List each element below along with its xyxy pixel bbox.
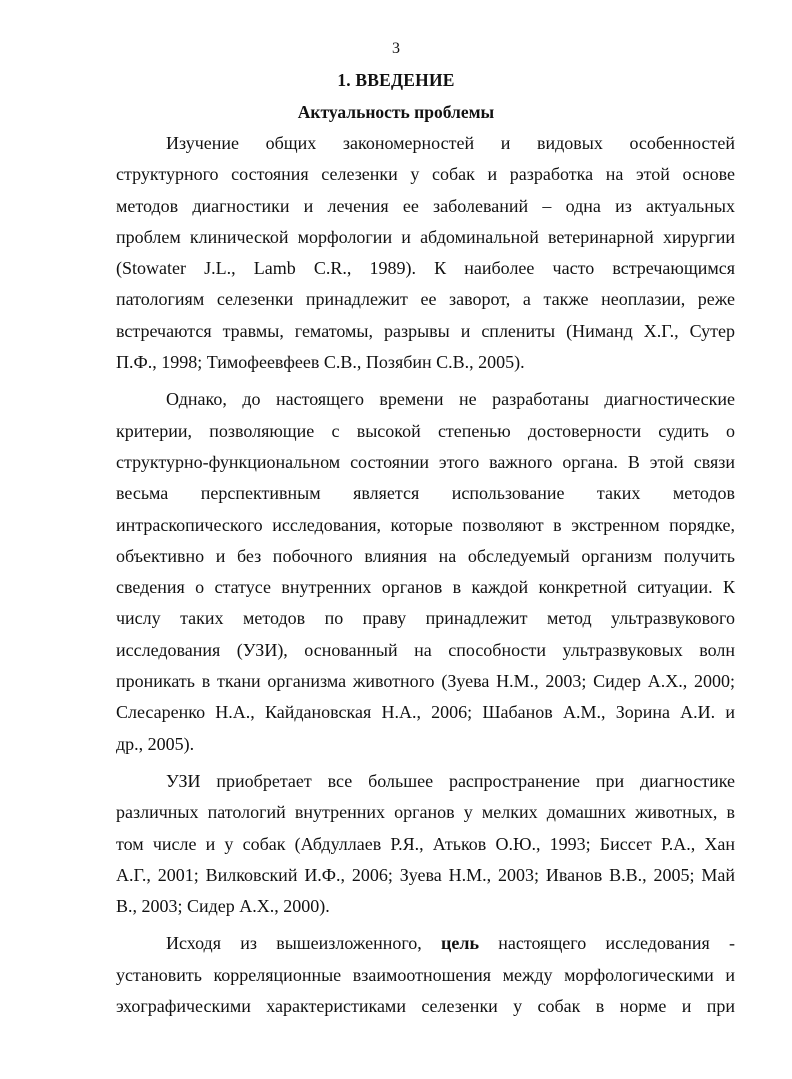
text-line: объективно и без побочного влияния на обследуемый организм получить bbox=[116, 545, 735, 566]
text-line: др., 2005). bbox=[116, 733, 195, 754]
paragraph-2 bbox=[116, 384, 735, 760]
goal-keyword: цель bbox=[441, 933, 480, 954]
text-line: Слесаренко Н.А., Кайдановская Н.А., 2006; Шабанов А.М., Зорина А.И. и bbox=[116, 702, 735, 723]
text-line: установить корреляционные взаимоотношения между морфологическими и bbox=[116, 964, 735, 985]
text-line-with-emphasis bbox=[116, 928, 735, 959]
text-line: том числе и у собак (Абдуллаев Р.Я., Атьков О.Ю., 1993; Биссет Р.А., Хан bbox=[116, 833, 735, 854]
text-line: А.Г., 2001; Вилковский И.Ф., 2006; Зуева Н.М., 2003; Иванов В.В., 2005; Май bbox=[116, 864, 735, 885]
text-line: структурного состояния селезенки у собак и разработка на этой основе bbox=[116, 164, 735, 185]
text-line: числу таких методов по праву принадлежит метод ультразвукового bbox=[116, 608, 735, 629]
page-number: 3 bbox=[392, 40, 400, 57]
text-line: различных патологий внутренних органов у мелких домашних животных, в bbox=[116, 802, 735, 823]
text-line: сведения о статусе внутренних органов в каждой конкретной ситуации. К bbox=[116, 577, 735, 598]
text-line: структурно-функциональном состоянии этого важного органа. В этой связи bbox=[116, 451, 735, 472]
text-line: УЗИ приобретает все большее распространение при диагностике bbox=[166, 770, 735, 791]
text-line: (Stowater J.L., Lamb C.R., 1989). К наиболее часто встречающимся bbox=[116, 258, 735, 279]
section-title: 1. ВВЕДЕНИЕ bbox=[337, 70, 455, 90]
paragraph-4 bbox=[116, 928, 735, 1022]
text-line: В., 2003; Сидер А.Х., 2000). bbox=[116, 896, 330, 917]
goal-lead-rest: настоящего исследования - bbox=[498, 933, 735, 954]
text-line: Однако, до настоящего времени не разработаны диагностические bbox=[166, 389, 735, 410]
paragraph-1 bbox=[116, 128, 735, 378]
text-line: П.Ф., 1998; Тимофеевфеев С.В., Позябин С.В., 2005). bbox=[116, 352, 525, 373]
subtitle: Актуальность проблемы bbox=[297, 102, 495, 122]
goal-lead: Исходя из вышеизложенного, bbox=[166, 933, 422, 954]
paragraph-3 bbox=[116, 766, 735, 922]
text-line: Изучение общих закономерностей и видовых особенностей bbox=[166, 133, 735, 153]
text-line: весьма перспективным является использование таких методов bbox=[116, 483, 735, 504]
body-text bbox=[116, 128, 735, 1022]
text-line: проблем клинической морфологии и абдоминальной ветеринарной хирургии bbox=[116, 226, 735, 247]
text-line: эхографическими характеристиками селезенки у собак в норме и при bbox=[116, 996, 735, 1017]
text-line: проникать в ткани организма животного (Зуева Н.М., 2003; Сидер А.Х., 2000; bbox=[116, 671, 735, 692]
text-line: методов диагностики и лечения ее заболеваний – одна из актуальных bbox=[116, 195, 735, 216]
text-line: патологиям селезенки принадлежит ее заворот, а также неоплазии, реже bbox=[116, 289, 735, 310]
text-line: встречаются травмы, гематомы, разрывы и сплениты (Ниманд Х.Г., Сутер bbox=[116, 320, 735, 341]
text-line: интраскопического исследования, которые позволяют в экстренном порядке, bbox=[116, 514, 735, 535]
text-line: исследования (УЗИ), основанный на способности ультразвуковых волн bbox=[116, 639, 735, 660]
text-line: критерии, позволяющие с высокой степенью достоверности судить о bbox=[116, 420, 735, 441]
